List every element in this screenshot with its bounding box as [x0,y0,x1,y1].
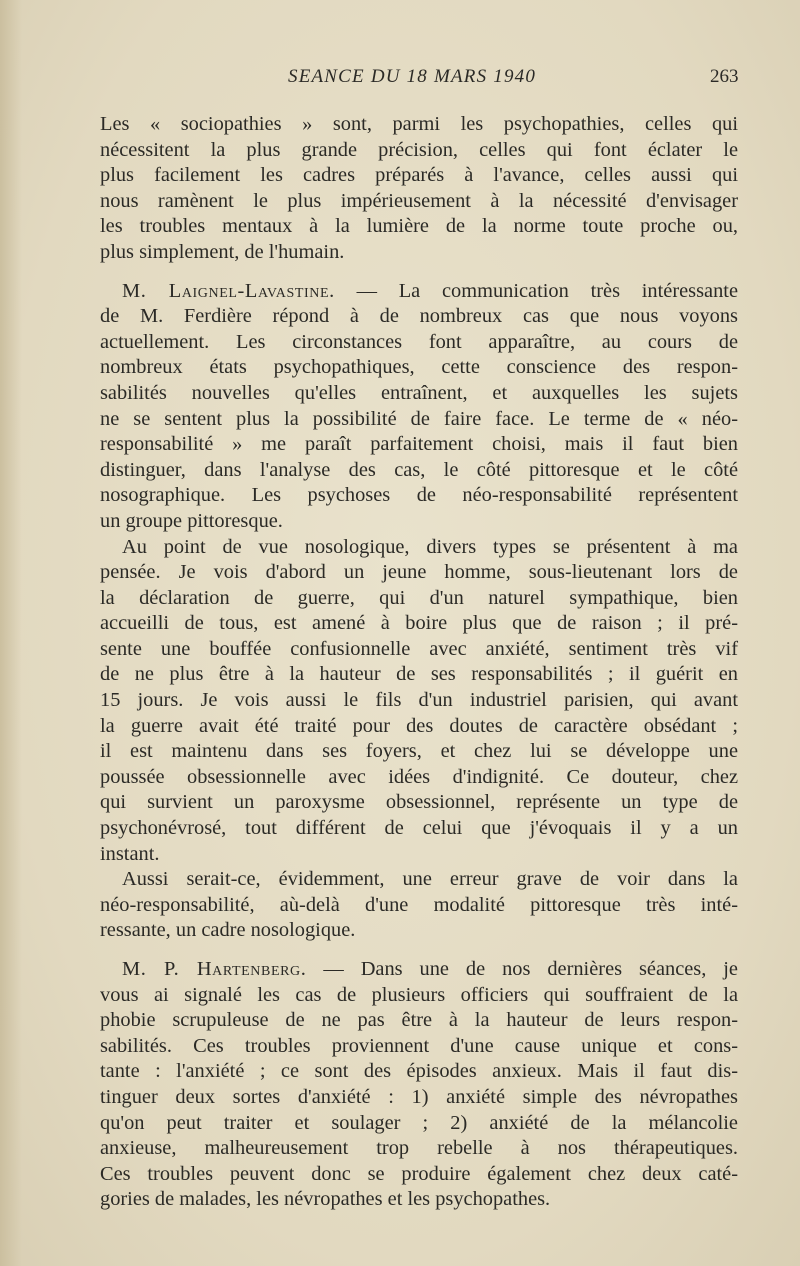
text-line: qu'on peut traiter et soulager ; 2) anxiété de la mélancolie [100,1111,738,1134]
text-line: instant. [100,842,160,865]
paragraph-erreur-grave [100,867,738,944]
text-line: vous ai signalé les cas de plusieurs officiers qui souffraient de la [100,983,738,1006]
text-line: Aussi serait-ce, évidemment, une erreur grave de voir dans la [122,868,738,891]
text-line: distinguer, dans l'analyse des cas, le côté pittoresque et le côté [100,458,738,481]
text-line: nombreux états psychopathiques, cette conscience des respon- [100,356,738,379]
text-line: nécessitent la plus grande précision, celles qui font éclater le [100,138,738,161]
text-line: responsabilité » me paraît parfaitement choisi, mais il faut bien [100,433,738,456]
text-line: de ne plus être à la hauteur de ses responsabilités ; il guérit en [100,663,738,686]
text-line: poussée obsessionnelle avec idées d'indignité. Ce douteur, chez [100,765,738,788]
text-line: Ces troubles peuvent donc se produire également chez deux caté- [100,1162,738,1185]
text-line: actuellement. Les circonstances font apparaître, au cours de [100,330,738,353]
text-line: sabilités. Ces troubles proviennent d'une cause unique et cons- [100,1034,738,1057]
text-line: la guerre avait été traité pour des doutes de caractère obsédant ; [100,714,738,737]
text-line: tinguer deux sortes d'anxiété : 1) anxiété simple des névropathes [100,1085,738,1108]
page-edge-shadow [0,0,22,1266]
text-line: il est maintenu dans ses foyers, et chez lui se développe une [100,740,738,763]
text-line: ressante, un cadre nosologique. [100,919,356,942]
text-line: psychonévrosé, tout différent de celui que j'évoquais il y a un [100,817,738,840]
text-line [100,279,738,305]
text-line: qui survient un paroxysme obsessionnel, représente un type de [100,791,738,814]
text-line: Les « sociopathies » sont, parmi les psychopathies, celles qui [100,113,738,135]
text-line: gories de malades, les névropathes et les psychopathes. [100,1188,551,1211]
text-line: sente une bouffée confusionnelle avec anxiété, sentiment très vif [100,637,738,660]
running-title: SEANCE DU 18 MARS 1940 [288,66,537,87]
text-line: pensée. Je vois d'abord un jeune homme, sous-lieutenant lors de [100,561,738,584]
text-line: nosographique. Les psychoses de néo-responsabilité représentent [100,484,738,507]
text-line: 15 jours. Je vois aussi le fils d'un industriel parisien, qui avant [100,689,738,712]
text-line: phobie scrupuleuse de ne pas être à la hauteur de leurs respon- [100,1009,738,1032]
paragraph-sociopathies [100,112,738,266]
paragraph-nosologique [100,535,738,868]
speaker-name: M. Laignel-Lavastine. [122,279,335,302]
text-line: accueilli de tous, est amené à boire plus que de raison ; il pré- [100,612,738,635]
text-line: les troubles mentaux à la lumière de la norme toute proche ou, [100,215,738,238]
text-line: nous ramènent le plus impérieusement à la nécessité d'envisager [100,189,738,212]
text-line: anxieuse, malheureusement trop rebelle à nos thérapeutiques. [100,1137,738,1160]
text-line: néo-responsabilité, aù-delà d'une modalité pittoresque très inté- [100,893,738,916]
paragraph-laignel-lavastine [100,279,738,535]
page-number: 263 [710,66,739,87]
text-line: un groupe pittoresque. [100,509,283,532]
paragraph-hartenberg [100,957,738,1213]
text-line: la déclaration de guerre, qui d'un naturel sympathique, bien [100,586,738,609]
text-line: sabilités nouvelles qu'elles entraînent, et auxquelles les sujets [100,381,738,404]
text-line: ne se sentent plus la possibilité de faire face. Le terme de « néo- [100,407,738,430]
text-line: tante : l'anxiété ; ce sont des épisodes anxieux. Mais il faut dis- [100,1060,738,1083]
text-line [100,957,738,983]
text-line: plus facilement les cadres préparés à l'avance, celles aussi qui [100,164,738,187]
text-line: Au point de vue nosologique, divers types se présentent à ma [122,535,738,558]
speaker-name: M. P. Hartenberg. [122,958,307,980]
running-head [0,66,800,96]
body-text [100,112,738,1213]
text-fragment: — Dans une de nos dernières séances, je [306,958,738,980]
text-line: plus simplement, de l'humain. [100,240,345,263]
text-line: de M. Ferdière répond à de nombreux cas que nous voyons [100,305,738,328]
text-fragment: — La communication très intéressante [334,279,738,302]
